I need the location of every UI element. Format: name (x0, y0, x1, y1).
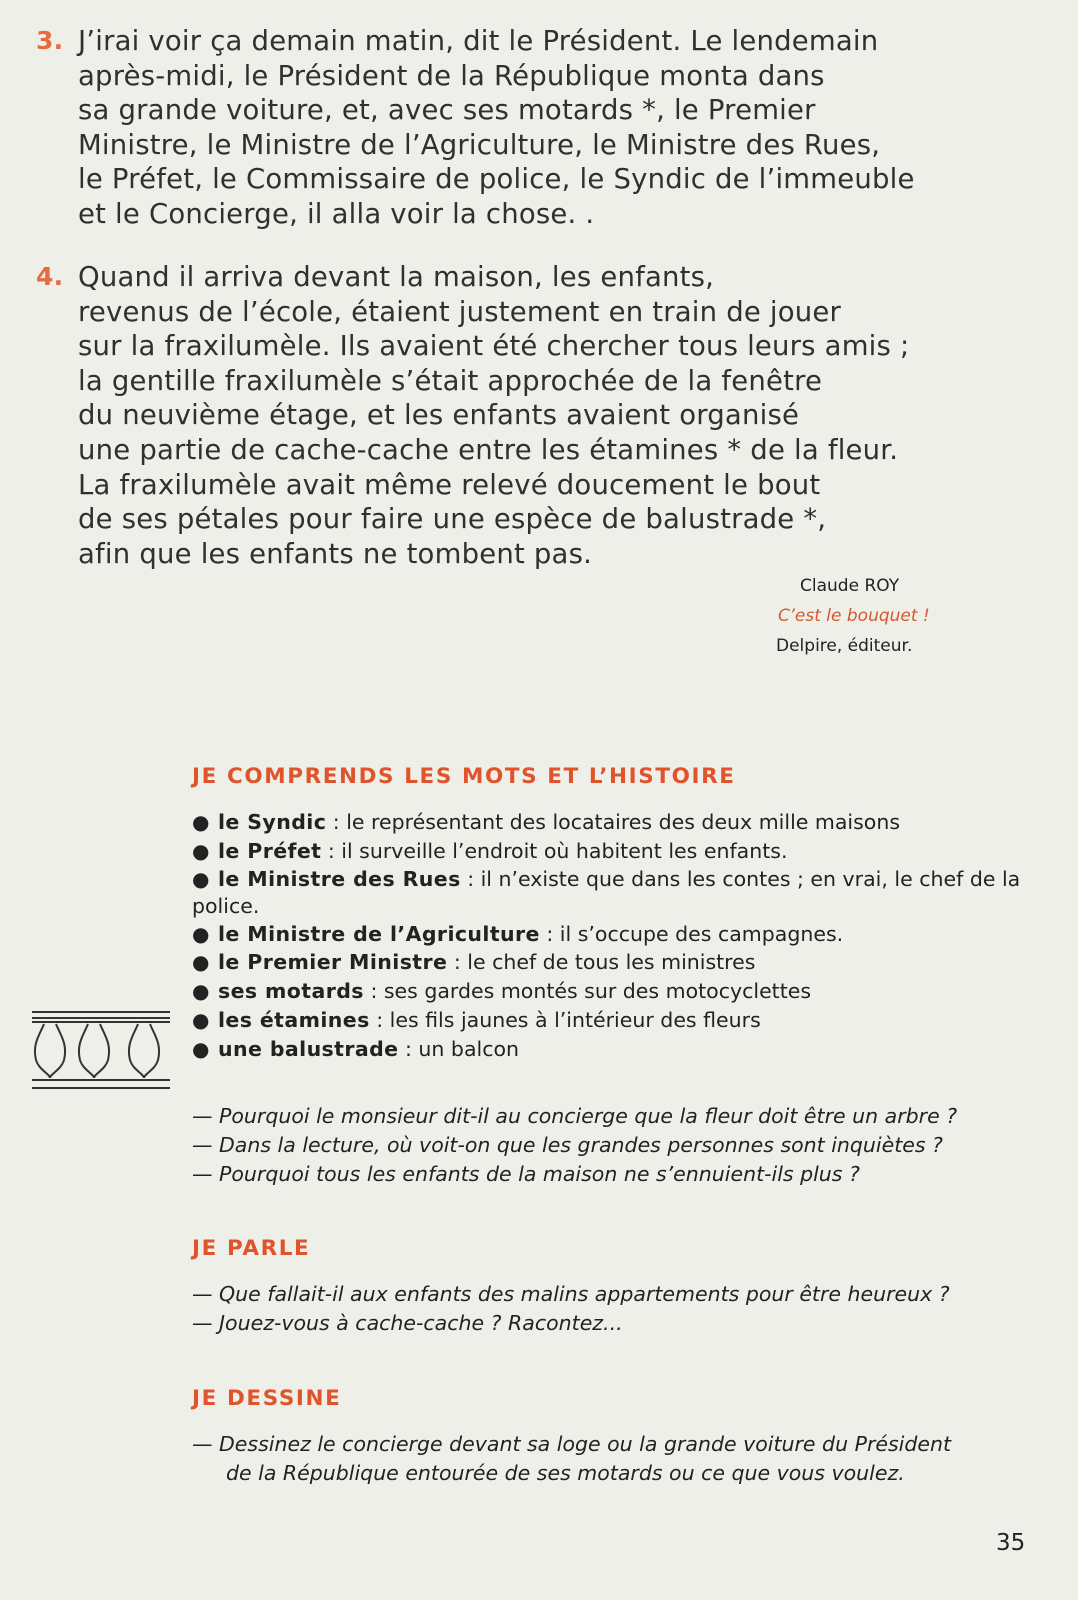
vocab-term: ses motards (218, 979, 364, 1004)
vocab-term: le Ministre de l’Agriculture (218, 921, 540, 946)
question: — Dans la lecture, où voit-on que les grandes personnes sont inquiètes ? (192, 1132, 943, 1157)
list-item (192, 837, 1032, 866)
text-line: et le Concierge, il alla voir la chose. . (78, 197, 595, 230)
page-number: 35 (996, 1530, 1026, 1556)
credit-publisher: Delpire, éditeur. (776, 636, 913, 656)
vocab-term: une balustrade (218, 1036, 399, 1061)
text-line: sa grande voiture, et, avec ses motards *, le Premier (78, 94, 816, 127)
balustrade-icon (30, 1008, 172, 1094)
vocab-definition: : il surveille l’endroit où habitent les enfants. (321, 838, 788, 863)
bullet-icon: ● (192, 1036, 210, 1061)
credit-author: Claude ROY (800, 576, 900, 596)
text-line: une partie de cache-cache entre les étamines * de la fleur. (78, 433, 899, 466)
text-line: la gentille fraxilumèle s’était approchée de la fenêtre (78, 364, 823, 397)
section-title-parle: JE PARLE (192, 1236, 311, 1261)
list-item (192, 866, 1032, 920)
list-item (192, 948, 1032, 977)
vocab-term: le Préfet (218, 838, 322, 863)
bullet-icon: ● (192, 838, 210, 863)
bullet-icon: ● (192, 921, 210, 946)
text-line: de ses pétales pour faire une espèce de balustrade *, (78, 503, 827, 536)
text-line: le Préfet, le Commissaire de police, le Syndic de l’immeuble (78, 163, 915, 196)
text-line: sur la fraxilumèle. Ils avaient été chercher tous leurs amis ; (78, 330, 910, 363)
text-line: La fraxilumèle avait même relevé doucement le bout (78, 468, 821, 501)
vocab-term: le Ministre des Rues (218, 866, 461, 891)
paragraph-number: 4. (36, 262, 64, 291)
comprends-questions (192, 1102, 1032, 1188)
section-title-comprends: JE COMPRENDS LES MOTS ET L’HISTOIRE (192, 764, 736, 789)
paragraph-3 (36, 24, 1036, 232)
vocab-definition: : il s’occupe des campagnes. (539, 921, 844, 946)
vocab-definition: : ses gardes montés sur des motocyclettes (363, 979, 812, 1004)
vocab-definition: : un balcon (398, 1036, 520, 1061)
list-item (192, 920, 1032, 949)
question: — Jouez-vous à cache-cache ? Racontez... (192, 1310, 623, 1335)
text-line: du neuvième étage, et les enfants avaient organisé (78, 399, 800, 432)
vocab-definition: : il n’existe que dans les contes ; en vrai, le chef de la police. (192, 866, 1021, 918)
bullet-icon: ● (192, 950, 210, 975)
paragraph-4 (36, 260, 1036, 571)
text-line: Ministre, le Ministre de l’Agriculture, le Ministre des Rues, (78, 128, 881, 161)
instruction-line: — Dessinez le concierge devant sa loge ou la grande voiture du Président (192, 1432, 952, 1456)
instruction-line: de la République entourée de ses motards ou ce que vous voulez. (226, 1460, 905, 1485)
text-line: revenus de l’école, étaient justement en train de jouer (78, 295, 842, 328)
credit-book-title: C’est le bouquet ! (778, 606, 930, 626)
question: — Pourquoi tous les enfants de la maison ne s’ennuient-ils plus ? (192, 1161, 860, 1186)
list-item (192, 977, 1032, 1006)
text-line: après-midi, le Président de la République monta dans (78, 59, 825, 92)
vocab-term: les étamines (218, 1007, 370, 1032)
question: — Pourquoi le monsieur dit-il au concierge que la fleur doit être un arbre ? (192, 1104, 958, 1128)
bullet-icon: ● (192, 979, 210, 1004)
parle-questions (192, 1280, 1032, 1338)
vocab-term: le Premier Ministre (218, 950, 448, 975)
text-line: Quand il arriva devant la maison, les enfants, (78, 261, 715, 293)
text-line: J’irai voir ça demain matin, dit le Président. Le lendemain (78, 25, 879, 57)
list-item (192, 1035, 1032, 1064)
text-line: afin que les enfants ne tombent pas. (78, 537, 593, 570)
vocab-definition: : le représentant des locataires des deux mille maisons (326, 810, 901, 834)
list-item (192, 808, 1032, 837)
vocabulary-list (192, 808, 1032, 1064)
bullet-icon: ● (192, 810, 210, 834)
question: — Que fallait-il aux enfants des malins appartements pour être heureux ? (192, 1282, 950, 1306)
vocab-definition: : les fils jaunes à l’intérieur des fleurs (369, 1007, 761, 1032)
bullet-icon: ● (192, 1007, 210, 1032)
vocab-term: le Syndic (218, 810, 327, 834)
list-item (192, 1006, 1032, 1035)
section-title-dessine: JE DESSINE (192, 1386, 342, 1411)
bullet-icon: ● (192, 866, 210, 891)
paragraph-number: 3. (36, 26, 64, 55)
vocab-definition: : le chef de tous les ministres (447, 950, 756, 975)
dessine-instructions (192, 1430, 1032, 1488)
